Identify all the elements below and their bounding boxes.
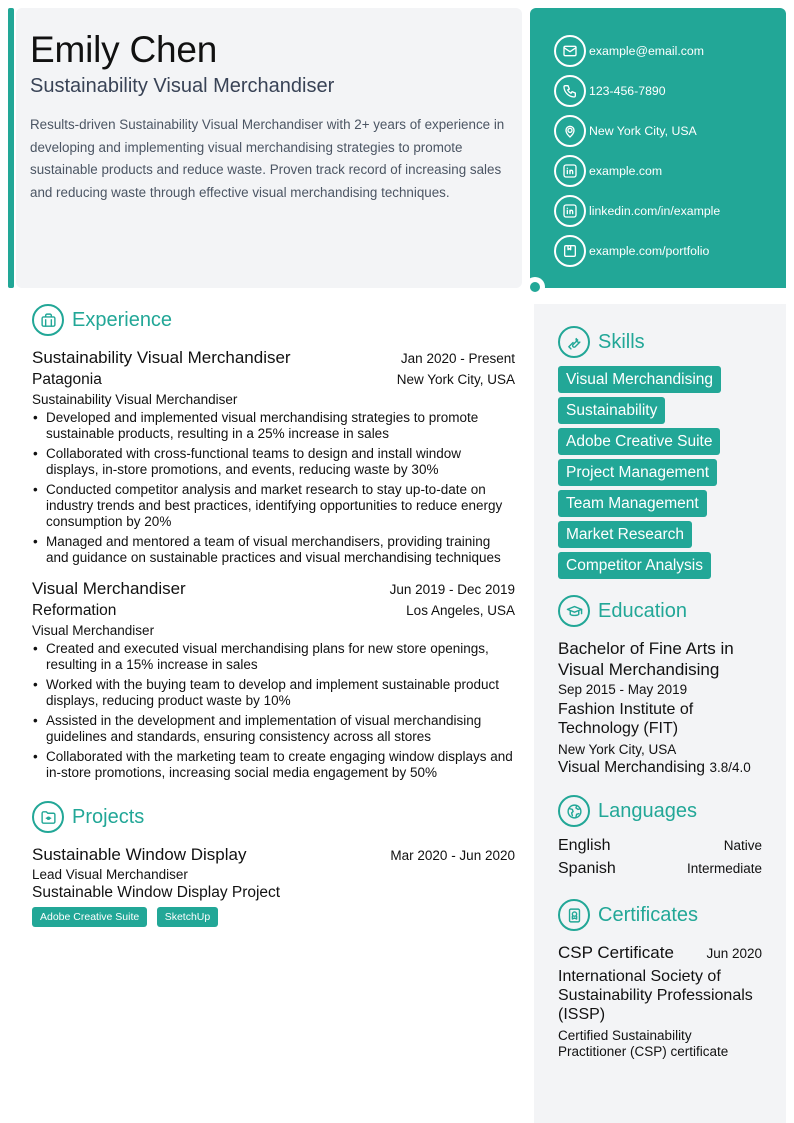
cert-name: CSP Certificate bbox=[558, 943, 674, 962]
contact-portfolio[interactable] bbox=[554, 231, 786, 271]
project-tag: SketchUp bbox=[157, 907, 219, 927]
language-row bbox=[558, 837, 762, 860]
project-role: Lead Visual Merchandiser bbox=[32, 867, 188, 882]
website-text: example.com bbox=[589, 164, 663, 178]
company-name: Patagonia bbox=[32, 371, 102, 388]
bullet: • Conducted competitor analysis and market research to stay up-to-date on industry trends and best practices, identifying opportunities to reduce energy consumption by 20% bbox=[32, 482, 515, 530]
skills-list bbox=[558, 366, 762, 579]
cert-issuer: International Society of Sustainability Professionals (ISSP) bbox=[558, 968, 753, 1023]
candidate-title: Sustainability Visual Merchandiser bbox=[30, 75, 335, 97]
job-date: Jan 2020 - Present bbox=[400, 351, 515, 366]
job-role: Visual Merchandiser bbox=[32, 623, 155, 638]
skill-tag: Project Management bbox=[558, 459, 717, 486]
edu-degree: Bachelor of Fine Arts in Visual Merchandising bbox=[558, 639, 734, 679]
phone-text: 123-456-7890 bbox=[589, 84, 666, 98]
sidebar-content bbox=[558, 326, 762, 1060]
bullet: • Managed and mentored a team of visual merchandisers, providing training and guidance on sustainable practices and visual merchandising techniques bbox=[32, 534, 515, 566]
edu-location: New York City, USA bbox=[558, 742, 677, 757]
linkedin-icon bbox=[554, 155, 586, 187]
education-heading bbox=[558, 595, 762, 627]
project-title: Sustainable Window Display bbox=[32, 845, 247, 864]
company-name: Reformation bbox=[32, 602, 117, 619]
languages-title: Languages bbox=[598, 799, 697, 822]
experience-item bbox=[32, 579, 515, 781]
bullet: • Worked with the buying team to develop and implement sustainable product displays, reducing product waste by 10% bbox=[32, 677, 515, 709]
education-title: Education bbox=[598, 599, 687, 622]
skill-tag: Competitor Analysis bbox=[558, 552, 711, 579]
certificate-item bbox=[558, 943, 762, 1060]
graduation-cap-icon bbox=[558, 595, 590, 627]
edu-gpa: 3.8/4.0 bbox=[709, 760, 751, 775]
skill-tag: Adobe Creative Suite bbox=[558, 428, 720, 455]
bullet: • Developed and implemented visual merchandising strategies to promote sustainable products, resulting in a 25% increase in sales bbox=[32, 410, 515, 442]
connector-dot bbox=[530, 282, 540, 292]
job-title: Sustainability Visual Merchandiser bbox=[32, 348, 291, 367]
projects-heading bbox=[32, 801, 515, 833]
location-text: New York City, USA bbox=[589, 124, 697, 138]
project-item bbox=[32, 845, 515, 927]
experience-title: Experience bbox=[72, 308, 173, 331]
job-location: New York City, USA bbox=[396, 372, 515, 387]
project-name: Sustainable Window Display Project bbox=[32, 884, 281, 901]
project-tag: Adobe Creative Suite bbox=[32, 907, 147, 927]
certificates-title: Certificates bbox=[598, 903, 699, 926]
edu-field-row bbox=[558, 759, 762, 777]
edu-field: Visual Merchandising bbox=[558, 759, 706, 776]
experience-heading bbox=[32, 304, 515, 336]
header bbox=[16, 8, 522, 288]
edu-school: Fashion Institute of Technology (FIT) bbox=[558, 701, 694, 737]
projects-title: Projects bbox=[72, 805, 145, 828]
language-name: Spanish bbox=[558, 860, 616, 877]
contact-website[interactable] bbox=[554, 151, 786, 191]
candidate-name: Emily Chen bbox=[30, 29, 218, 70]
project-date: Mar 2020 - Jun 2020 bbox=[390, 848, 515, 863]
education-item bbox=[558, 638, 762, 777]
skill-tag: Team Management bbox=[558, 490, 707, 517]
contact-email[interactable] bbox=[554, 31, 786, 71]
linkedin-icon bbox=[554, 195, 586, 227]
portfolio-icon bbox=[554, 235, 586, 267]
skill-tag: Sustainability bbox=[558, 397, 665, 424]
email-text: example@email.com bbox=[589, 44, 704, 58]
summary: Results-driven Sustainability Visual Merchandiser with 2+ years of experience in developing and implementing visual merchandising strategies to promote sustainable products and reduce waste. Proven track record of increasing sales and reducing waste through effective visual merchandising techniques. bbox=[30, 117, 505, 200]
job-role: Sustainability Visual Merchandiser bbox=[32, 392, 238, 407]
portfolio-text: example.com/portfolio bbox=[589, 244, 710, 258]
job-bullets bbox=[32, 410, 515, 566]
wrench-icon bbox=[558, 326, 590, 358]
job-title: Visual Merchandiser bbox=[32, 579, 186, 598]
job-date: Jun 2019 - Dec 2019 bbox=[389, 582, 515, 597]
cert-date: Jun 2020 bbox=[706, 946, 762, 961]
cert-description: Certified Sustainability Practitioner (CSP) certificate bbox=[558, 1028, 729, 1059]
globe-icon bbox=[558, 795, 590, 827]
mail-icon bbox=[554, 35, 586, 67]
phone-icon bbox=[554, 75, 586, 107]
certificates-heading bbox=[558, 899, 762, 931]
language-level: Intermediate bbox=[686, 861, 762, 876]
header-accent-bar bbox=[8, 8, 14, 288]
certificate-icon bbox=[558, 899, 590, 931]
skills-title: Skills bbox=[598, 330, 645, 353]
folder-icon bbox=[32, 801, 64, 833]
language-row bbox=[558, 860, 762, 883]
bullet: • Collaborated with cross-functional teams to design and install window displays, in-store promotions, and events, reducing waste by 30% bbox=[32, 446, 515, 478]
language-name: English bbox=[558, 837, 611, 854]
skill-tag: Visual Merchandising bbox=[558, 366, 721, 393]
bullet: • Assisted in the development and implementation of visual merchandising guidelines and standards, ensuring consistency across all stores bbox=[32, 713, 515, 745]
job-bullets bbox=[32, 641, 515, 781]
contact-phone[interactable] bbox=[554, 71, 786, 111]
bullet: • Collaborated with the marketing team to create engaging window displays and in-store promotions, increasing social media engagement by 50% bbox=[32, 749, 515, 781]
job-location: Los Angeles, USA bbox=[406, 603, 515, 618]
main-column bbox=[32, 304, 515, 927]
language-level: Native bbox=[723, 838, 762, 853]
skills-heading bbox=[558, 326, 762, 358]
skill-tag: Market Research bbox=[558, 521, 692, 548]
languages-list bbox=[558, 837, 762, 883]
experience-item bbox=[32, 348, 515, 566]
edu-date: Sep 2015 - May 2019 bbox=[558, 682, 688, 697]
contact-location bbox=[554, 111, 786, 151]
briefcase-icon bbox=[32, 304, 64, 336]
linkedin-text: linkedin.com/in/example bbox=[589, 204, 721, 218]
contact-panel bbox=[530, 8, 786, 288]
languages-heading bbox=[558, 795, 762, 827]
contact-linkedin[interactable] bbox=[554, 191, 786, 231]
project-tags bbox=[32, 907, 515, 927]
map-pin-icon bbox=[554, 115, 586, 147]
bullet: • Created and executed visual merchandising plans for new store openings, resulting in a 15% increase in sales bbox=[32, 641, 515, 673]
